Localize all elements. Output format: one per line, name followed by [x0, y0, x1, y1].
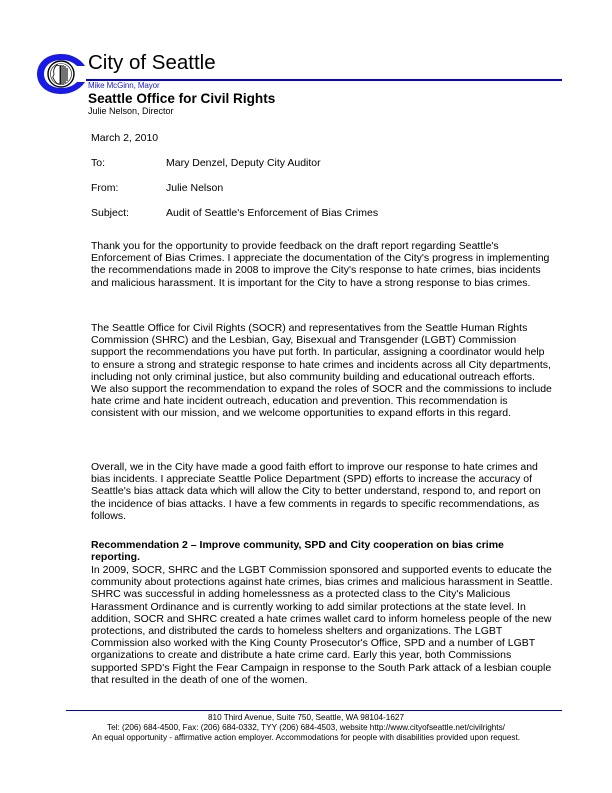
memo-subject-value: Audit of Seattle's Enforcement of Bias Crimes — [166, 207, 379, 219]
footer-address: 810 Third Avenue, Suite 750, Seattle, WA 98104-1627 — [207, 713, 405, 722]
memo-from-value: Julie Nelson — [166, 182, 224, 194]
footer-rule — [66, 710, 562, 711]
director-line: Julie Nelson, Director — [88, 106, 174, 116]
body-paragraph: The Seattle Office for Civil Rights (SOCR) and representatives from the Seattle Human Rights Commission (SHRC) and the Lesbian, Gay, Bisexual and Transgender (LGBT) Commission support the recommendations you have put forth. In particular, assigning a coordinator would help to ensure a strong and strategic response to hate crimes and incidents across all City departments, including not only criminal justice, but also community building and educational outreach efforts. We also support the recommendation to expand the roles of SOCR and the commissions to include hate crime and hate incident outreach, education and prevention. This recommendation is consistent with our mission, and we welcome opportunities to expand efforts in this regard. — [91, 322, 552, 420]
mayor-line: Mike McGinn, Mayor — [88, 81, 160, 90]
body-paragraph: In 2009, SOCR, SHRC and the LGBT Commission sponsored and supported events to educate the community about protections against hate crimes, bias crimes and malicious harassment in Seattle. SHRC was successful in adding homelessness as a protected class to the City's Malicious Harassment Ordinance and is currently working to add similar protections at the state level. In addition, SOCR and SHRC created a hate crimes wallet card to inform homeless people of the new protections, and distributed the cards to homeless shelters and organizations. The LGBT Commission also worked with the King County Prosecutor's Office, SPD and a number of LGBT organizations to create and distribute a hate crime card. Early this year, both Commissions supported SPD's Fight the Fear Campaign in response to the South Park attack of a lesbian couple that resulted in the death of one of the women. — [91, 564, 553, 686]
memo-to-value: Mary Denzel, Deputy City Auditor — [166, 157, 321, 169]
city-title: City of Seattle — [88, 51, 216, 74]
footer-notice: An equal opportunity - affirmative action employer. Accommodations for people with disabilities provided upon request. — [91, 733, 521, 742]
memo-from-label: From: — [91, 182, 119, 194]
footer-contact: Tel: (206) 684-4500, Fax: (206) 684-0332, TYY (206) 684-4503, website http://www.cityofseattle.net/civilrights/ — [107, 723, 505, 732]
memo-date: March 2, 2010 — [91, 132, 159, 144]
city-of-seattle-seal-icon — [35, 52, 87, 96]
office-name: Seattle Office for Civil Rights — [88, 91, 276, 106]
body-paragraph: Thank you for the opportunity to provide feedback on the draft report regarding Seattle's Enforcement of Bias Crimes. I appreciate the documentation of the City's progress in implementing the recommendations made in 2008 to improve the City's response to hate crimes, bias incidents and malicious harassment. It is important for the City to have a strong response to bias crimes. — [91, 240, 550, 289]
memo-to-label: To: — [91, 157, 106, 169]
recommendation-heading: Recommendation 2 – Improve community, SPD and City cooperation on bias crime reporting. — [91, 539, 504, 564]
body-paragraph: Overall, we in the City have made a good faith effort to improve our response to hate crimes and bias incidents. I appreciate Seattle Police Department (SPD) efforts to increase the accuracy of Seattle's bias attack data which will allow the City to better understand, respond to, and report on the incidence of bias attacks. I have a few comments in regards to specific recommendations, as follows. — [91, 461, 541, 522]
memo-subject-label: Subject: — [91, 207, 129, 219]
